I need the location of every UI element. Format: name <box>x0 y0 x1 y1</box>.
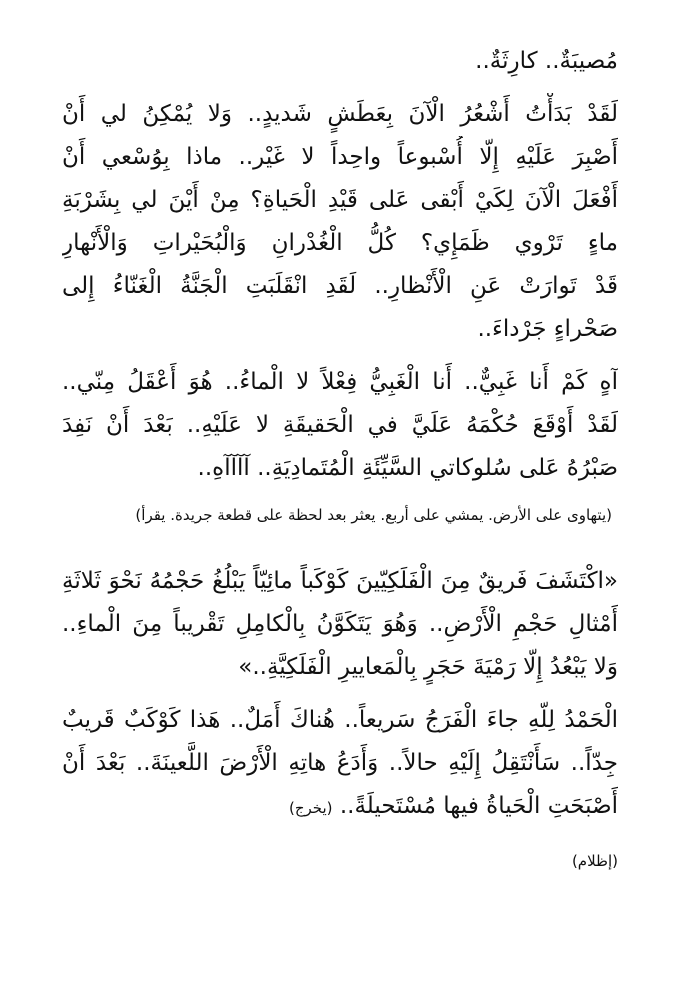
page-body <box>62 40 618 872</box>
stage-direction-exit: (يخرج) <box>289 799 333 817</box>
text-line-content: أَصْبَحَتِ الْحَياةُ فيها مُسْتَحيلَةً.. <box>339 793 618 819</box>
text-line: ماءٍ تَرْوي ظَمَإِي؟ كُلُّ الْغُدْرانِ وَالْبُحَيْراتِ وَالْأَنْهارِ <box>62 230 618 256</box>
text-line: صَحْراءٍ جَرْداءَ.. <box>477 316 618 342</box>
text-line: قَدْ تَوارَتْ عَنِ الْأَنْظارِ.. لَقَدِ انْقَلَبَتِ الْجَنَّةُ الْغَنّاءُ إِلى <box>62 273 618 299</box>
paragraph-1 <box>62 40 618 83</box>
newspaper-quote <box>62 560 618 689</box>
text-line: لَقَدْ أَوْقَعَ حُكْمَهُ عَلَيَّ في الْحَقيقَةِ لا عَلَيْهِ.. بَعْدَ أَنْ نَفِدَ <box>62 412 618 438</box>
text-line: أَمْثالِ حَجْمِ الْأَرْضِ.. وَهُوَ يَتَكَوَّنُ بِالْكامِلِ تَقْريباً مِنَ الْماءِ.. <box>62 611 618 637</box>
paragraph-2 <box>62 93 618 351</box>
text-line: جِدّاً.. سَأَنْتَقِلُ إِلَيْهِ حالاً.. وَأَدَعُ هاتِهِ الْأَرْضَ اللَّعينَةَ.. بَعْدَ أَنْ <box>62 750 618 776</box>
text-line: وَلا يَبْعُدُ إِلّا رَمْيَةَ حَجَرٍ بِالْمَعاييرِ الْفَلَكِيَّةِ..» <box>238 654 618 680</box>
closing-stage-direction: (إظلام) <box>571 852 618 870</box>
paragraph-final <box>62 699 618 828</box>
text-line: أَفْعَلَ الْآنَ لِكَيْ أَبْقى عَلى قَيْدِ الْحَياةِ؟ مِنْ أَيْنَ لي بِشَرْبَةِ <box>62 187 618 213</box>
paragraph-3 <box>62 361 618 490</box>
text-line: الْحَمْدُ لِلّهِ جاءَ الْفَرَجُ سَريعاً.. هُناكَ أَمَلٌ.. هَذا كَوْكَبٌ قَريبٌ <box>62 707 618 733</box>
text-line: لَقَدْ بَدَأْتُ أَشْعُرُ الْآنَ بِعَطَشٍ شَديدٍ.. وَلا يُمْكِنُ لي أَنْ <box>62 101 618 127</box>
text-line: صَبْرُهُ عَلى سُلوكاتي السَّيِّئَةِ الْمُتَمادِيَةِ.. آآآآهِ.. <box>197 455 618 481</box>
text-line: «اكْتَشَفَ فَريقٌ مِنَ الْفَلَكِيّينَ كَوْكَباً مائِيّاً يَبْلُغُ حَجْمُهُ نَحْوَ ثَلاثَةِ <box>62 568 618 594</box>
text-line: مُصيبَةٌ.. كارِثَةٌ.. <box>475 48 618 74</box>
stage-direction: (يتهاوى على الأرض. يمشي على أربع. يعثر بعد لحظة على قطعة جريدة. يقرأ) <box>135 506 612 524</box>
text-line: آهٍ كَمْ أَنا غَبِيٌّ.. أَنا الْغَبِيُّ فِعْلاً لا الْماءُ.. هُوَ أَعْقَلُ مِنّي.. <box>62 369 618 395</box>
text-line <box>62 785 618 828</box>
text-line: أَصْبِرَ عَلَيْهِ إِلّا أُسْبوعاً واحِداً لا غَيْر.. ماذا بِوُسْعي أَنْ <box>62 144 618 170</box>
